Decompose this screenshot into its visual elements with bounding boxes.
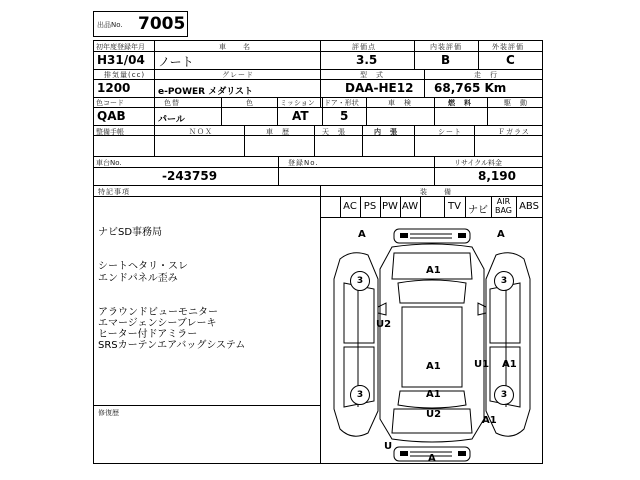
damage-mark: A1: [482, 415, 497, 426]
recycle-value: 8,190: [478, 169, 516, 183]
displacement-label: 排気量(cc): [104, 71, 146, 79]
seat-label: シート: [438, 128, 462, 136]
damage-mark: U2: [376, 319, 392, 330]
doors-value: 5: [340, 109, 349, 123]
chassis-label: 車台No.: [96, 159, 122, 167]
lot-number: 7005: [138, 14, 186, 34]
fuel-label: 燃 料: [448, 99, 472, 107]
nox-label: ＮＯＸ: [189, 128, 213, 136]
history-label: 車 歴: [266, 128, 290, 136]
model-value: DAA-HE12: [345, 81, 414, 95]
model-label: 型 式: [360, 71, 384, 79]
car-damage-diagram: [322, 219, 542, 463]
damage-mark: A: [358, 229, 366, 240]
color-label: 色: [246, 99, 254, 107]
year-label: 初年度登録年月: [96, 43, 145, 51]
equipment-ac: AC: [343, 201, 357, 212]
inspection-label: 車 検: [388, 99, 412, 107]
manual-label: 整備手帳: [96, 128, 124, 136]
mileage-value: 68,765 Km: [434, 81, 507, 95]
mission-label: ミッション: [280, 99, 315, 107]
ceiling-label: 天 張: [322, 128, 346, 136]
exterior-score-label: 外装評価: [492, 43, 524, 51]
grade-value: e-POWER メダリスト: [158, 87, 254, 97]
equipment-pw: PW: [382, 201, 398, 212]
damage-mark: A1: [426, 389, 441, 400]
score-label: 評価点: [352, 43, 376, 51]
tire-rating: 3: [494, 271, 514, 291]
damage-mark: U1: [474, 359, 490, 370]
year-value: H31/04: [97, 53, 145, 67]
doors-label: ドア・形状: [324, 99, 359, 107]
tire-rating: 3: [350, 271, 370, 291]
mission-value: AT: [292, 109, 309, 123]
equipment-ps: PS: [363, 201, 377, 212]
lot-box: [93, 11, 188, 37]
name-label: 車 名: [219, 43, 251, 51]
interior-score-label: 内装評価: [430, 43, 462, 51]
remarks-line: ナビSD事務局: [98, 227, 163, 238]
color-family-label: 色替: [164, 99, 180, 107]
recycle-label: リサイクル料金: [454, 159, 503, 167]
color-family-value: パール: [158, 115, 185, 125]
tire-rating: 3: [494, 385, 514, 405]
repair-label: 修復歴: [98, 409, 119, 417]
drive-label: 駆 動: [504, 99, 528, 107]
chassis-value: -243759: [162, 169, 218, 183]
remarks-label: 特記事項: [98, 188, 130, 196]
displacement-value: 1200: [97, 81, 131, 95]
exterior-score-value: C: [506, 53, 515, 67]
glass-label: Ｆガラス: [498, 128, 530, 136]
remarks-line: エマージェンシーブレーキ: [98, 318, 217, 329]
color-code-value: QAB: [97, 109, 126, 123]
equipment-aw: AW: [401, 201, 419, 212]
damage-mark: U2: [426, 409, 442, 420]
damage-mark: A: [428, 453, 436, 464]
remarks-line: アラウンドビューモニター: [98, 307, 218, 318]
tire-rating: 3: [350, 385, 370, 405]
lot-label: 出品No.: [97, 21, 123, 29]
interior-score-value: B: [441, 53, 451, 67]
reg-label: 登録No.: [288, 159, 319, 167]
equipment-abs: ABS: [519, 201, 539, 212]
equipment-airbag: AIR BAG: [494, 197, 513, 215]
interior-trim-label: 内 張: [374, 128, 398, 136]
remarks-line: シートヘタリ・スレ: [98, 261, 188, 272]
inspection-sheet: [93, 40, 543, 464]
mileage-label: 走 行: [474, 71, 498, 79]
remarks-line: エンドパネル歪み: [98, 273, 178, 284]
equipment-navi: ナビ: [468, 205, 488, 216]
color-code-label: 色コード: [96, 99, 124, 107]
score-value: 3.5: [356, 53, 378, 67]
damage-mark: U: [384, 441, 393, 452]
damage-mark: A1: [426, 361, 441, 372]
equipment-label: 装 備: [420, 188, 452, 196]
remarks-line: SRSカーテンエアバッグシステム: [98, 340, 246, 351]
damage-mark: A: [497, 229, 505, 240]
equipment-tv: TV: [448, 201, 461, 212]
damage-mark: A1: [502, 359, 517, 370]
name-value: ノート: [158, 55, 194, 69]
grade-label: グレード: [222, 71, 254, 79]
remarks-line: ヒーター付ドアミラー: [98, 329, 198, 340]
damage-mark: A1: [426, 265, 441, 276]
